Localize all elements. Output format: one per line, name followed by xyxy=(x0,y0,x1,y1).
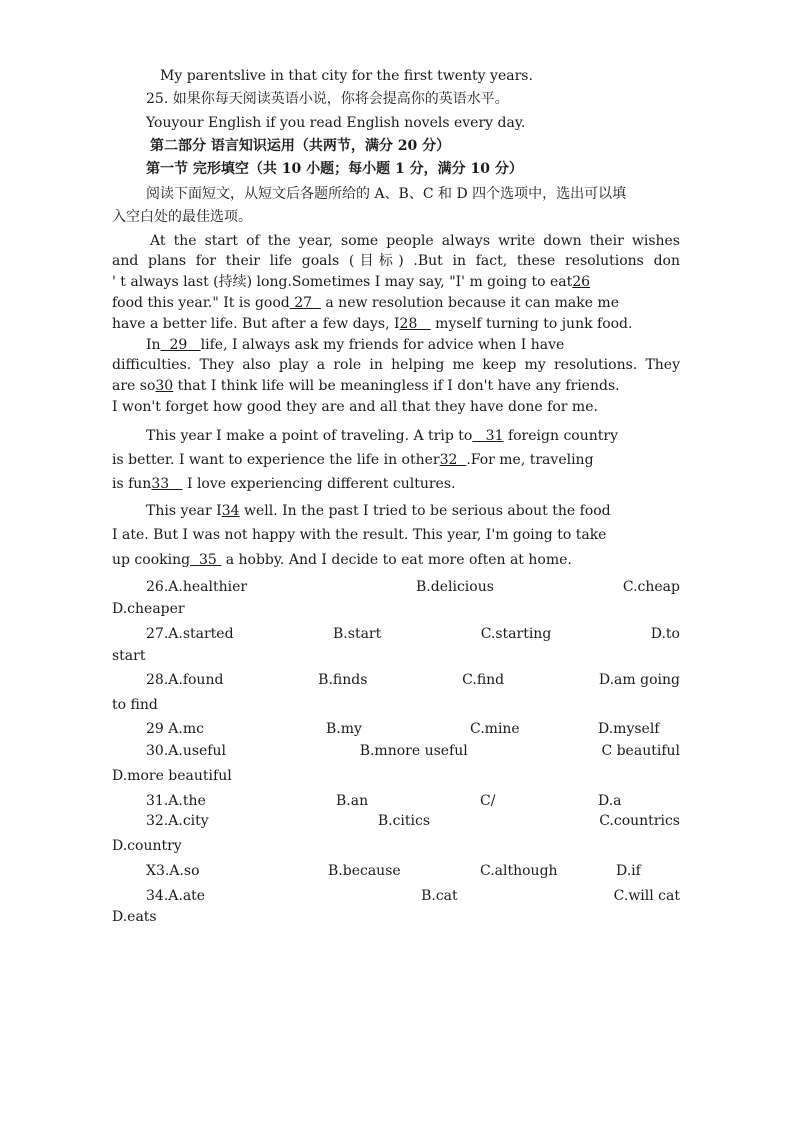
option-wrap: D.more beautiful xyxy=(112,768,232,784)
option: C.although xyxy=(480,863,558,879)
passage-line: I won't forget how good they are and all that they have done for me. xyxy=(112,399,598,415)
q25-answer-line: Youyour English if you read English novels every day. xyxy=(146,115,526,131)
q25-prompt: 25. 如果你每天阅读英语小说，你将会提高你的英语水平。 xyxy=(146,91,509,107)
passage-line: This year I make a point of traveling. A trip to 31 foreign country xyxy=(146,428,618,444)
passage-line: difficulties. They also play a role in helping me keep my resolutions. They xyxy=(112,357,680,373)
option-wrap: to find xyxy=(112,697,158,713)
option: D.am going xyxy=(598,672,680,688)
passage-line: and plans for their life goals (目标) .But in fact, these resolutions don xyxy=(112,253,680,269)
option: C.starting xyxy=(480,626,552,642)
instructions-line-1: 阅读下面短文，从短文后各题所给的 A、B、C 和 D 四个选项中，选出可以填 xyxy=(146,186,627,202)
blank-28: 28 xyxy=(399,316,418,332)
passage-line: is better. I want to experience the life in other32 .For me, traveling xyxy=(112,452,594,468)
option: C.will cat xyxy=(613,888,680,904)
options-q27 xyxy=(146,625,680,643)
passage-line: have a better life. But after a few days, I28 myself turning to junk food. xyxy=(112,316,633,332)
option: B.because xyxy=(328,863,401,879)
option: 28.A.found xyxy=(146,672,224,688)
options-q26 xyxy=(146,578,680,596)
option-wrap: start xyxy=(112,648,146,664)
blank-26: 26 xyxy=(572,274,591,290)
blank-31: 31 xyxy=(485,428,504,444)
options-q34 xyxy=(146,887,680,905)
option: 26.A.healthier xyxy=(146,579,248,595)
passage-line: food this year." It is good 27 a new resolution because it can make me xyxy=(112,295,619,311)
blank-34: 34 xyxy=(221,503,240,519)
option: B.an xyxy=(336,793,369,809)
option: B.delicious xyxy=(416,579,494,595)
option: B.finds xyxy=(318,672,368,688)
option: C/ xyxy=(480,793,496,809)
blank-35: 35 xyxy=(198,552,217,568)
blank-33: 33 xyxy=(151,476,170,492)
option: 27.A.started xyxy=(146,626,234,642)
passage-line: are so30 that I think life will be meaningless if I don't have any friends. xyxy=(112,378,620,394)
option-wrap: D.country xyxy=(112,838,182,854)
passage-line: ' t always last (持续) long.Sometimes I may say, "I' m going to eat26 xyxy=(112,274,591,290)
passage-line: At the start of the year, some people always write down their wishes xyxy=(150,233,680,249)
option: X3.A.so xyxy=(146,863,200,879)
option: D.if xyxy=(616,863,641,879)
options-q28 xyxy=(146,671,680,689)
option: 34.A.ate xyxy=(146,888,206,904)
passage-line: In 29 life, I always ask my friends for advice when I have xyxy=(146,337,565,353)
option: B.citics xyxy=(377,813,431,829)
part2-title: 第二部分 语言知识运用（共两节，满分 20 分） xyxy=(150,138,451,154)
option: B.mnore useful xyxy=(359,743,468,759)
option: B.cat xyxy=(421,888,458,904)
passage-line: This year I34 well. In the past I tried to be serious about the food xyxy=(146,503,611,519)
section1-title: 第一节 完形填空（共 10 小题；每小题 1 分，满分 10 分） xyxy=(146,161,523,177)
option: 31.A.the xyxy=(146,793,206,809)
passage-line: up cooking 35 a hobby. And I decide to eat more often at home. xyxy=(112,552,572,568)
instructions-line-2: 入空白处的最佳选项。 xyxy=(112,209,252,225)
option: D.a xyxy=(598,793,622,809)
options-q32 xyxy=(146,812,680,830)
option: 29 A.mc xyxy=(146,721,204,737)
option: C.cheap xyxy=(622,579,680,595)
blank-27: 27 xyxy=(294,295,313,311)
option: B.start xyxy=(333,626,382,642)
option: D.myself xyxy=(598,721,660,737)
blank-29: 29 xyxy=(169,337,188,353)
option: B.my xyxy=(326,721,362,737)
blank-30: 30 xyxy=(155,378,174,394)
option-wrap: D.cheaper xyxy=(112,601,185,617)
option: 32.A.city xyxy=(146,813,209,829)
passage-line: is fun33 I love experiencing different cultures. xyxy=(112,476,456,492)
q24-answer-line: My parentslive in that city for the first twenty years. xyxy=(160,68,533,84)
option: D.to xyxy=(650,626,680,642)
option: C beautiful xyxy=(601,743,680,759)
passage-line: I ate. But I was not happy with the result. This year, I'm going to take xyxy=(112,527,607,543)
option-wrap: D.eats xyxy=(112,909,157,925)
option: 30.A.useful xyxy=(146,743,226,759)
option: C.countrics xyxy=(599,813,680,829)
options-q30 xyxy=(146,742,680,760)
blank-32: 32 xyxy=(439,452,458,468)
option: C.mine xyxy=(470,721,520,737)
option: C.find xyxy=(462,672,505,688)
